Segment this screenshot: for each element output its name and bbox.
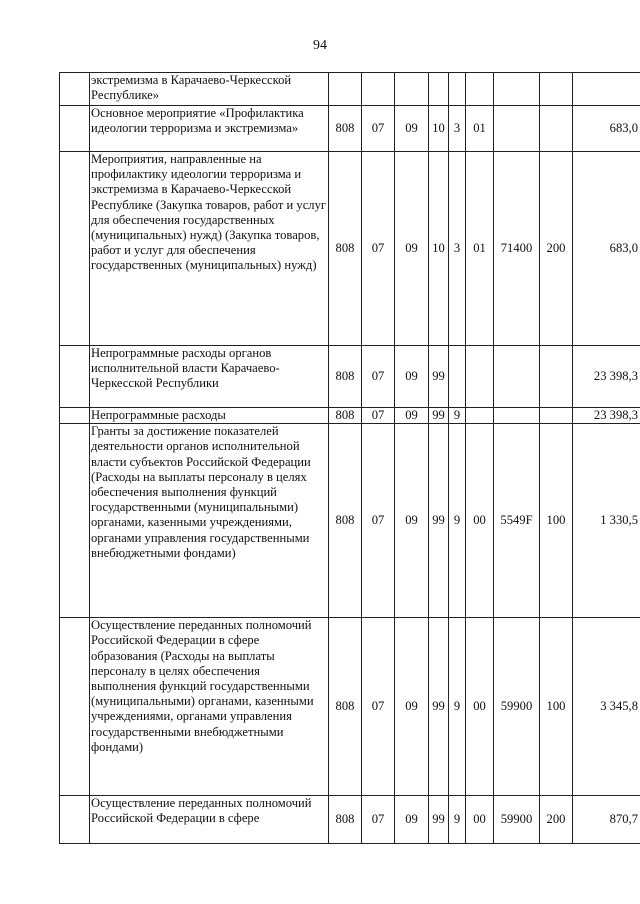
ministry-code-cell: 808	[329, 152, 362, 346]
amount-cell: 683,0	[573, 152, 640, 346]
main-activity-code-cell	[466, 408, 494, 424]
ministry-code-cell: 808	[329, 618, 362, 796]
table-row	[60, 346, 640, 408]
row-number-cell	[60, 424, 90, 618]
program-code-cell	[429, 73, 449, 106]
expense-name-cell: экстремизма в Карачаево-Черкесской Республике»	[90, 73, 329, 106]
row-number-cell	[60, 346, 90, 408]
expense-type-code-cell: 200	[540, 796, 573, 844]
expense-name-cell: Основное мероприятие «Профилактика идеологии терроризма и экстремизма»	[90, 106, 329, 152]
expense-type-code-cell	[540, 346, 573, 408]
program-code-cell: 10	[429, 106, 449, 152]
direction-code-cell	[494, 73, 540, 106]
row-number-cell	[60, 796, 90, 844]
main-activity-code-cell	[466, 346, 494, 408]
subsection-code-cell: 09	[395, 106, 429, 152]
section-code-cell: 07	[362, 408, 395, 424]
expense-name-cell: Осуществление переданных полномочий Российской Федерации в сфере	[90, 796, 329, 844]
expense-type-code-cell: 200	[540, 152, 573, 346]
table-row	[60, 618, 640, 796]
row-number-cell	[60, 73, 90, 106]
direction-code-cell: 71400	[494, 152, 540, 346]
amount-cell	[573, 73, 640, 106]
subprogram-code-cell	[449, 346, 466, 408]
expense-name-cell: Непрограммные расходы	[90, 408, 329, 424]
direction-code-cell: 5549F	[494, 424, 540, 618]
subprogram-code-cell	[449, 73, 466, 106]
section-code-cell: 07	[362, 618, 395, 796]
expense-type-code-cell	[540, 73, 573, 106]
subprogram-code-cell: 9	[449, 618, 466, 796]
subsection-code-cell: 09	[395, 346, 429, 408]
expense-name-cell: Осуществление переданных полномочий Российской Федерации в сфере образования (Расходы на выплаты персоналу в целях обеспечения выполнения функций государственными (муниципальными) органами, казенными учреждениями, органами управления государственными внебюджетными фондами)	[90, 618, 329, 796]
amount-cell: 3 345,8	[573, 618, 640, 796]
main-activity-code-cell	[466, 73, 494, 106]
row-number-cell	[60, 618, 90, 796]
table-row	[60, 73, 640, 106]
table-row	[60, 152, 640, 346]
main-activity-code-cell: 00	[466, 424, 494, 618]
direction-code-cell: 59900	[494, 618, 540, 796]
subprogram-code-cell: 3	[449, 152, 466, 346]
amount-cell: 683,0	[573, 106, 640, 152]
table-row	[60, 106, 640, 152]
subsection-code-cell: 09	[395, 618, 429, 796]
subsection-code-cell: 09	[395, 424, 429, 618]
row-number-cell	[60, 408, 90, 424]
subprogram-code-cell: 9	[449, 424, 466, 618]
direction-code-cell	[494, 346, 540, 408]
main-activity-code-cell: 00	[466, 618, 494, 796]
expense-type-code-cell: 100	[540, 618, 573, 796]
table-row	[60, 408, 640, 424]
direction-code-cell	[494, 408, 540, 424]
program-code-cell: 99	[429, 424, 449, 618]
subsection-code-cell: 09	[395, 152, 429, 346]
expense-type-code-cell	[540, 106, 573, 152]
expense-type-code-cell	[540, 408, 573, 424]
subsection-code-cell	[395, 73, 429, 106]
table-row	[60, 424, 640, 618]
ministry-code-cell: 808	[329, 408, 362, 424]
subsection-code-cell: 09	[395, 796, 429, 844]
amount-cell: 1 330,5	[573, 424, 640, 618]
program-code-cell: 99	[429, 346, 449, 408]
subprogram-code-cell: 9	[449, 408, 466, 424]
subsection-code-cell: 09	[395, 408, 429, 424]
program-code-cell: 99	[429, 796, 449, 844]
main-activity-code-cell: 00	[466, 796, 494, 844]
direction-code-cell	[494, 106, 540, 152]
amount-cell: 23 398,3	[573, 346, 640, 408]
budget-table	[59, 72, 640, 844]
main-activity-code-cell: 01	[466, 152, 494, 346]
ministry-code-cell	[329, 73, 362, 106]
section-code-cell: 07	[362, 106, 395, 152]
page-number: 94	[313, 38, 327, 53]
section-code-cell: 07	[362, 424, 395, 618]
expense-name-cell: Гранты за достижение показателей деятельности органов исполнительной власти субъектов Российской Федерации (Расходы на выплаты персоналу в целях обеспечения выполнения функций государственными (муниципальными) органами, казенными учреждениями, органами управления государственными внебюджетными фондами)	[90, 424, 329, 618]
subprogram-code-cell: 9	[449, 796, 466, 844]
program-code-cell: 10	[429, 152, 449, 346]
section-code-cell: 07	[362, 346, 395, 408]
program-code-cell: 99	[429, 408, 449, 424]
expense-name-cell: Непрограммные расходы органов исполнительной власти Карачаево-Черкесской Республики	[90, 346, 329, 408]
row-number-cell	[60, 152, 90, 346]
section-code-cell: 07	[362, 152, 395, 346]
ministry-code-cell: 808	[329, 346, 362, 408]
amount-cell: 870,7	[573, 796, 640, 844]
ministry-code-cell: 808	[329, 106, 362, 152]
expense-type-code-cell: 100	[540, 424, 573, 618]
table-row	[60, 796, 640, 844]
main-activity-code-cell: 01	[466, 106, 494, 152]
row-number-cell	[60, 106, 90, 152]
expense-name-cell: Мероприятия, направленные на профилактику идеологии терроризма и экстремизма в Карачаево-Черкесской Республике (Закупка товаров, работ и услуг для обеспечения государственных (муниципальных) нужд) (Закупка товаров, работ и услуг для обеспечения государственных (муниципальных) нужд)	[90, 152, 329, 346]
subprogram-code-cell: 3	[449, 106, 466, 152]
amount-cell: 23 398,3	[573, 408, 640, 424]
direction-code-cell: 59900	[494, 796, 540, 844]
section-code-cell	[362, 73, 395, 106]
section-code-cell: 07	[362, 796, 395, 844]
ministry-code-cell: 808	[329, 424, 362, 618]
program-code-cell: 99	[429, 618, 449, 796]
ministry-code-cell: 808	[329, 796, 362, 844]
